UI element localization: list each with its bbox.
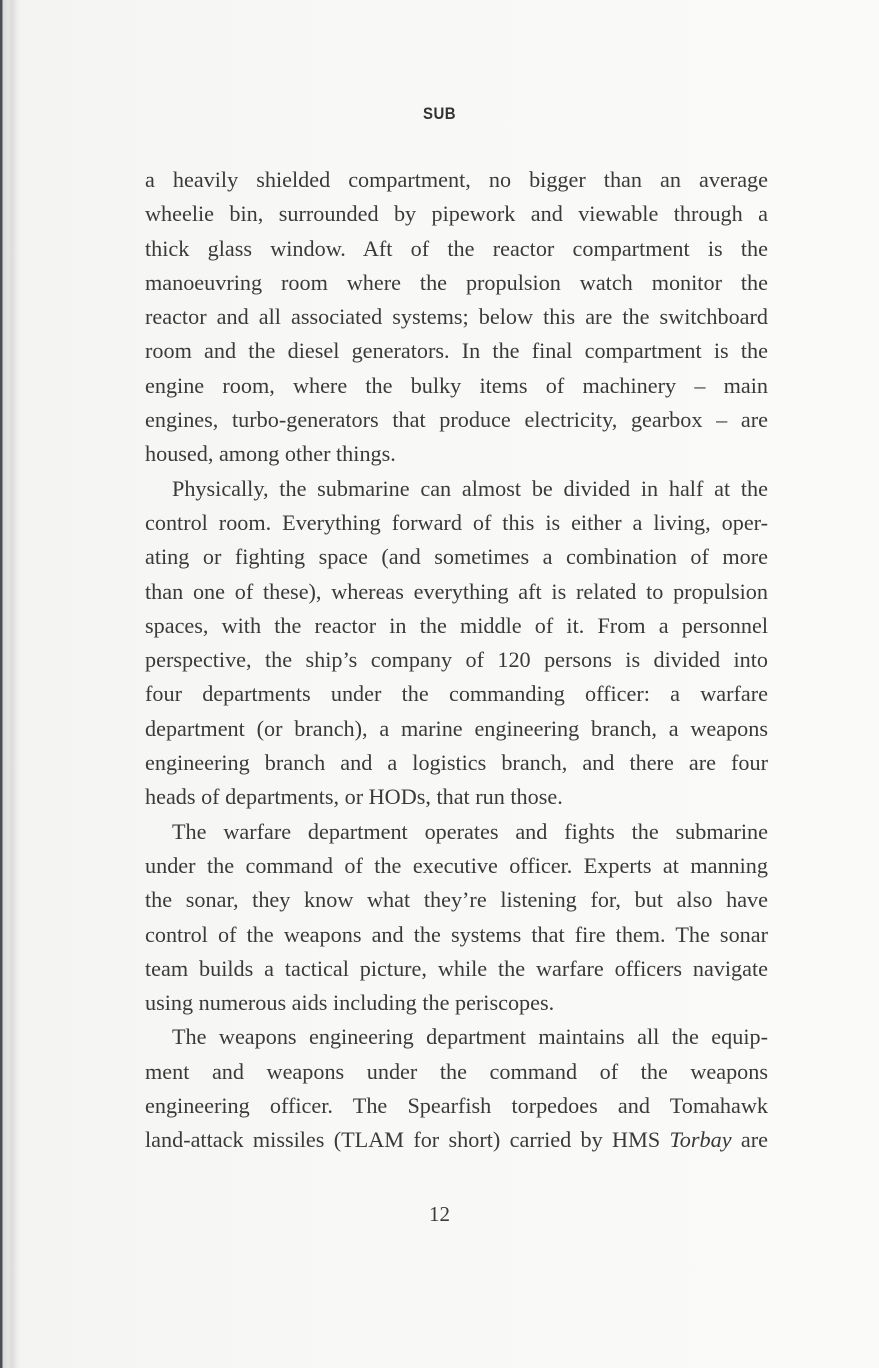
book-spine-edge (0, 0, 20, 1368)
text-line: perspective, the ship’s company of 120 persons is divided into (145, 647, 768, 673)
text-line: thick glass window. Aft of the reactor compartment is the (145, 235, 768, 261)
text-line: Physically, the submarine can almost be divided in half at the (172, 475, 768, 501)
running-head: SUB (423, 104, 456, 123)
text-line: a heavily shielded compartment, no bigger than an average (145, 167, 768, 192)
text-line: engineering officer. The Spearfish torpedoes and Tomahawk (145, 1093, 768, 1119)
text-line: manoeuvring room where the propulsion watch monitor the (145, 269, 768, 295)
text-line: engineering branch and a logistics branch, and there are four (145, 750, 768, 776)
text-line: engines, turbo-generators that produce electricity, gearbox – are (145, 407, 768, 433)
text-line: ment and weapons under the command of the weapons (145, 1058, 768, 1084)
text-line: engine room, where the bulky items of machinery – main (145, 372, 768, 398)
text-line: under the command of the executive officer. Experts at manning (145, 852, 768, 878)
text-line: room and the diesel generators. In the final compartment is the (145, 338, 768, 364)
text-line: wheelie bin, surrounded by pipework and viewable through a (145, 201, 768, 227)
text-line: control room. Everything forward of this is either a living, oper- (145, 509, 768, 535)
text-line: ating or fighting space (and sometimes a combination of more (145, 544, 768, 570)
text-line: department (or branch), a marine engineering branch, a weapons (145, 715, 768, 741)
text-line: The warfare department operates and fights the submarine (172, 818, 768, 844)
text-line: The weapons engineering department maintains all the equip- (172, 1024, 768, 1050)
text-segment: land-attack missiles (TLAM for short) carried by HMS (145, 1127, 670, 1153)
text-line: using numerous aids including the periscopes. (145, 990, 555, 1016)
paragraph-4 (145, 1020, 768, 1157)
text-line (145, 1123, 768, 1157)
text-line: team builds a tactical picture, while the warfare officers navigate (145, 955, 768, 981)
text-line: four departments under the commanding officer: a warfare (145, 681, 768, 707)
text-line: the sonar, they know what they’re listening for, but also have (145, 887, 768, 913)
body-text (145, 163, 768, 1158)
paragraph-1 (145, 163, 768, 472)
text-line: than one of these), whereas everything aft is related to propulsion (145, 578, 768, 604)
text-line: housed, among other things. (145, 441, 396, 467)
paragraph-2 (145, 472, 768, 815)
paragraph-3 (145, 815, 768, 1021)
ship-name-italic: Torbay (669, 1127, 732, 1153)
text-line: control of the weapons and the systems that fire them. The sonar (145, 921, 768, 947)
text-line: spaces, with the reactor in the middle of it. From a personnel (145, 612, 768, 638)
text-line: reactor and all associated systems; below this are the switchboard (145, 304, 768, 330)
text-line: heads of departments, or HODs, that run those. (145, 784, 563, 810)
text-segment: are (731, 1127, 768, 1153)
page-number: 12 (429, 1202, 450, 1226)
